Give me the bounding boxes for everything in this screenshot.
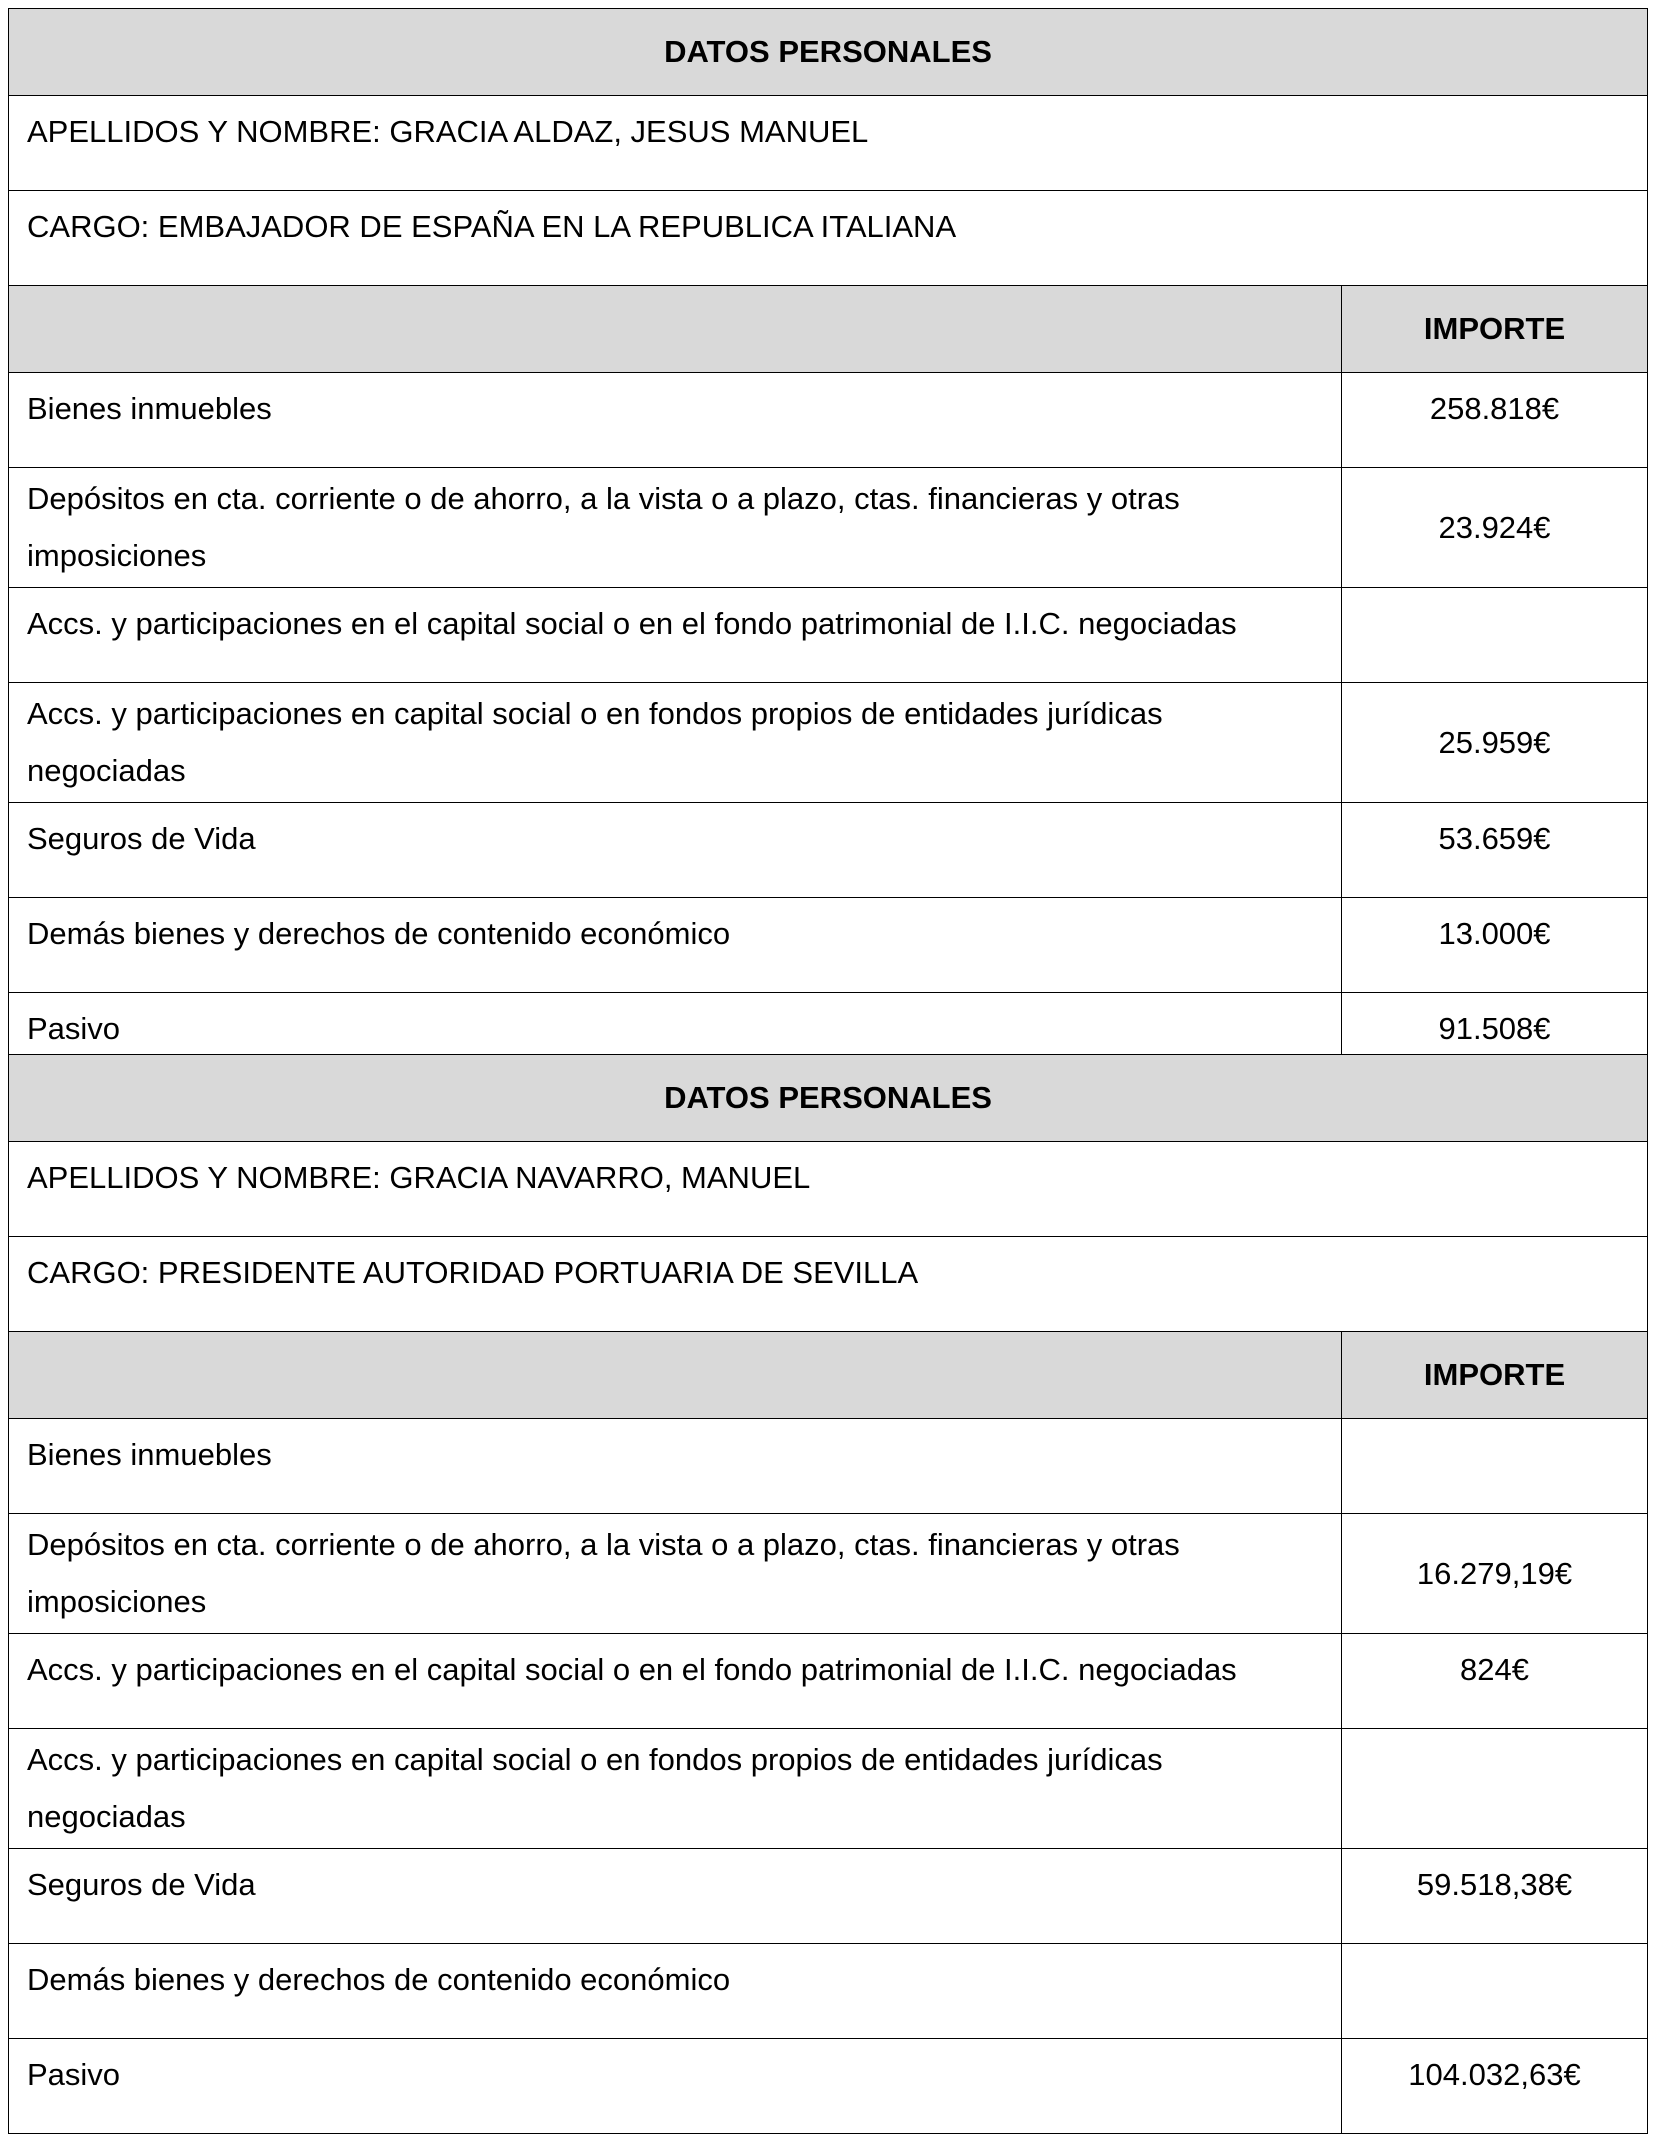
table-row <box>9 1514 1648 1634</box>
concept-cell: Demás bienes y derechos de contenido económico <box>9 898 1342 993</box>
section-title: DATOS PERSONALES <box>9 9 1648 96</box>
amount-cell <box>1342 1729 1648 1849</box>
amount-cell: 53.659€ <box>1342 803 1648 898</box>
table-row <box>9 2039 1648 2134</box>
table-row <box>9 1944 1648 2039</box>
name-line: APELLIDOS Y NOMBRE: GRACIA ALDAZ, JESUS MANUEL <box>9 96 1648 191</box>
concept-cell: Depósitos en cta. corriente o de ahorro, a la vista o a plazo, ctas. financieras y otras imposiciones <box>9 468 1342 588</box>
asset-declaration-table <box>8 1054 1648 2134</box>
section-title: DATOS PERSONALES <box>9 1055 1648 1142</box>
concept-cell: Seguros de Vida <box>9 803 1342 898</box>
amount-header: IMPORTE <box>1342 286 1648 373</box>
amount-cell: 23.924€ <box>1342 468 1648 588</box>
table-row <box>9 1419 1648 1514</box>
table-row <box>9 468 1648 588</box>
amount-cell: 824€ <box>1342 1634 1648 1729</box>
concept-cell: Demás bienes y derechos de contenido económico <box>9 1944 1342 2039</box>
asset-declaration-table <box>8 8 1648 1088</box>
table-row <box>9 588 1648 683</box>
name-line: APELLIDOS Y NOMBRE: GRACIA NAVARRO, MANUEL <box>9 1142 1648 1237</box>
table-row <box>9 1849 1648 1944</box>
table-row <box>9 898 1648 993</box>
amount-cell: 13.000€ <box>1342 898 1648 993</box>
table-row <box>9 803 1648 898</box>
amount-cell: 16.279,19€ <box>1342 1514 1648 1634</box>
amount-cell: 59.518,38€ <box>1342 1849 1648 1944</box>
concept-cell: Accs. y participaciones en capital social o en fondos propios de entidades jurídicas negociadas <box>9 683 1342 803</box>
position-line: CARGO: PRESIDENTE AUTORIDAD PORTUARIA DE SEVILLA <box>9 1237 1648 1332</box>
amount-cell: 91.508€ <box>1342 993 1648 1088</box>
concept-cell: Pasivo <box>9 2039 1342 2134</box>
concept-header-cell <box>9 1332 1342 1419</box>
amount-cell <box>1342 1419 1648 1514</box>
table-row <box>9 1634 1648 1729</box>
amount-cell: 258.818€ <box>1342 373 1648 468</box>
concept-cell: Accs. y participaciones en el capital social o en el fondo patrimonial de I.I.C. negociadas <box>9 588 1342 683</box>
concept-cell: Bienes inmuebles <box>9 1419 1342 1514</box>
concept-cell: Accs. y participaciones en capital social o en fondos propios de entidades jurídicas negociadas <box>9 1729 1342 1849</box>
table-row <box>9 683 1648 803</box>
concept-cell: Depósitos en cta. corriente o de ahorro, a la vista o a plazo, ctas. financieras y otras imposiciones <box>9 1514 1342 1634</box>
concept-cell: Pasivo <box>9 993 1342 1088</box>
concept-cell: Seguros de Vida <box>9 1849 1342 1944</box>
concept-cell: Bienes inmuebles <box>9 373 1342 468</box>
concept-cell: Accs. y participaciones en el capital social o en el fondo patrimonial de I.I.C. negociadas <box>9 1634 1342 1729</box>
amount-header: IMPORTE <box>1342 1332 1648 1419</box>
table-row <box>9 373 1648 468</box>
position-line: CARGO: EMBAJADOR DE ESPAÑA EN LA REPUBLICA ITALIANA <box>9 191 1648 286</box>
amount-cell: 25.959€ <box>1342 683 1648 803</box>
table-row <box>9 1729 1648 1849</box>
amount-cell <box>1342 588 1648 683</box>
amount-cell <box>1342 1944 1648 2039</box>
concept-header-cell <box>9 286 1342 373</box>
amount-cell: 104.032,63€ <box>1342 2039 1648 2134</box>
